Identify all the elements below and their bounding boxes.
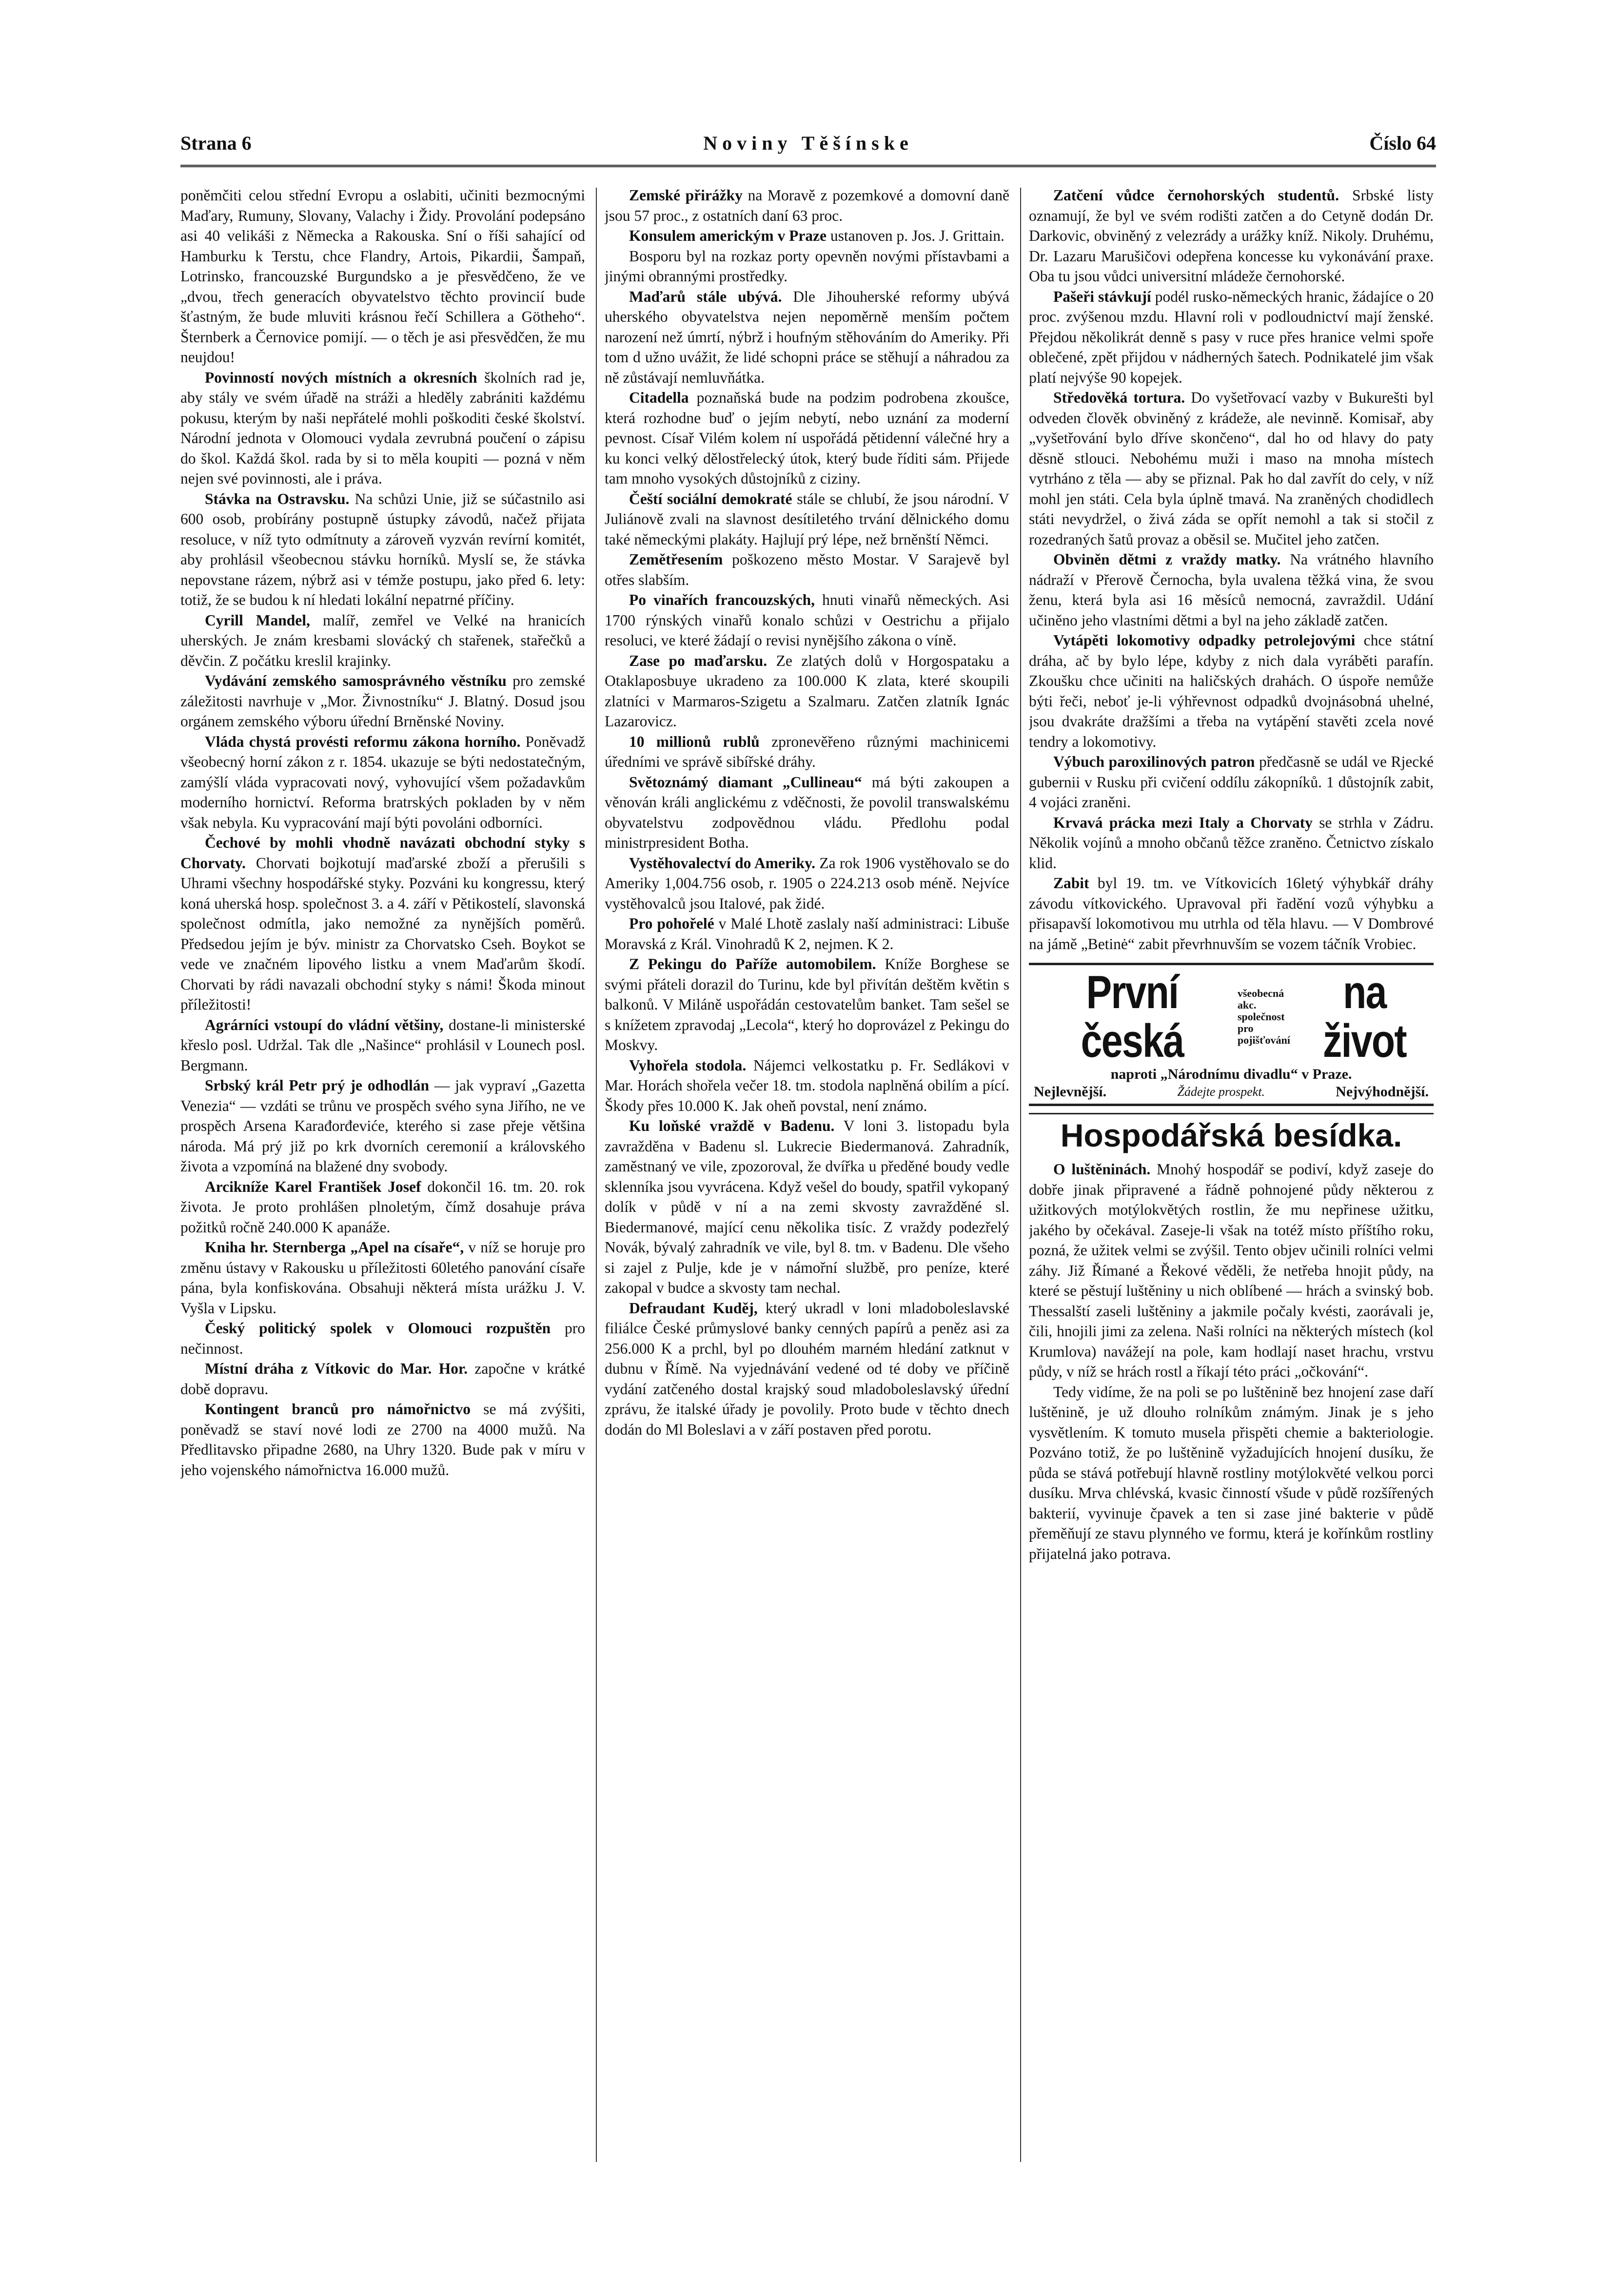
article-text: ustanoven p. Jos. J. Grittain. [827, 227, 1004, 244]
ad-prospect: Žádejte prospekt. [1177, 1085, 1265, 1099]
article-text: Bosporu byl na rozkaz porty opevněn novými přístavbami a jinými obrannými prostředky. [605, 247, 1009, 285]
article-lead: Stávka na Ostravsku. [205, 490, 350, 507]
article-text: byl 19. tm. ve Vítkovicích 16letý výhybkář dráhy závodu vítkovického. Upravoval při řadění vozů výhybku a přisapavší lokomotivou mu utrhla od těla hlavu. — V Dombrové na jámě „Betinė“ zabit převrhnuvším se vozem táčník Vrobiec. [1029, 875, 1434, 953]
article-paragraph [180, 732, 585, 833]
article-text: Do vyšetřovací vazby v Bukurešti byl odveden člověk obviněný z krádeže, ale nevinně. Komisař, aby „vyšetřování bylo dříve skončeno“, dal ho od hlavy do paty děsně stlouci. Nebohému muži i maso na mnoha místech vytrháno z těla — aby se přiznal. Pak ho dal zavřít do cely, v níž mohl jen státi. Cela byla úplně tmavá. Na zraněných chodidlech státi nevydržel, o živá záda se opřít nemohl a tak si stočil z rozedraných šatů provaz a oběsil se. Mučitel jeho zatčen. [1029, 389, 1434, 548]
ad-company-type [1238, 988, 1294, 1046]
article-paragraph [1029, 549, 1434, 630]
column-1 [180, 185, 585, 2179]
article-lead: Čechové by mohli vhodně navázati obchodní styky s Chorvaty. [180, 834, 585, 872]
article-paragraph [605, 489, 1009, 550]
article-paragraph [605, 590, 1009, 651]
article-lead: Vláda chystá provésti reformu zákona horního. [205, 733, 521, 750]
article-text: Tedy vidíme, že na poli se po luštěnině bez hnojení zase daří luštěnině, je už dlouho rolníkům známým. Jinak je s jeho vysvětlením. K tomuto musela přispěti chemie a bakteriologie. Pozváno totiž, že po luštěnině vyžadujících hnojení dusíku, že půda se stává potřebují hlavně rostliny motýlokvěté velkou porci dusíku. Mrva chlévská, kvasic činností všude v půdě rozšířených bakterií, vyvinuje čpavek a ten si zase jiné bakterie v půdě přeměňují ze stavu plynného ve formu, která je kořínkům rostliny přijatelná jako potrava. [1029, 1383, 1434, 1562]
article-paragraph [605, 388, 1009, 489]
section-title: Hospodářská besídka. [1029, 1113, 1434, 1156]
article-paragraph [605, 226, 1009, 246]
article-paragraph [605, 1116, 1009, 1298]
article-paragraph [1029, 873, 1434, 954]
article-paragraph [605, 549, 1009, 590]
article-lead: Zase po maďarsku. [629, 652, 768, 669]
article-text: Poněvadž všeobecný horní zákon z r. 1854. ukazuje se býti nedostatečným, zamýšlí vláda vypracovati nový, vyhovující všem požadavkům moderního hornictví. Reforma bratrských pokladen by v něm však nebyla. Ku vypracování mají býti povoláni odborníci. [180, 733, 585, 831]
article-lead: Ku loňské vraždě v Badenu. [629, 1117, 835, 1134]
article-text: se má zvýšiti, poněvadž se staví nové lodi ze 2700 na 4000 mužů. Na Předlitavsko připadne 2680, na Uhry 1320. Bude pak v míru v jeho vojenského námořnictva 16.000 mužů. [180, 1401, 585, 1479]
article-lead: Pašeři stávkují [1053, 288, 1151, 305]
article-lead: Vydávání zemského samosprávného věstníku [205, 672, 507, 689]
article-text: hnuti vinařů německých. Asi 1700 rýnských vinařů konalo schůzi v Oestrichu a přijalo resoluci, ve které žádají o revisi nynějšího zákona o víně. [605, 591, 1009, 649]
ad-address: naproti „Národnímu divadlu“ v Praze. [1110, 1066, 1352, 1082]
article-lead: Citadella [629, 389, 689, 406]
article-paragraph [605, 651, 1009, 732]
column-2 [605, 185, 1009, 2179]
article-lead: Zemětřesením [629, 551, 723, 568]
article-text: zpronevěřeno různými machinicemi úředními ve správě sibířské dráhy. [605, 733, 1009, 770]
article-paragraph [605, 954, 1009, 1055]
article-text: Ze zlatých dolů v Horgospataku a Otaklaposbuye ukradeno za 100.000 K zlata, které skoupili zlatníci v Marmaros-Szigetu a Szalmaru. Zatčen zlatník Ignác Lazarovicz. [605, 652, 1009, 730]
article-lead: Defraudant Kuděj, [629, 1299, 758, 1317]
article-text: předčasně se udál ve Rjecké gubernii v Rusku při cvičení oddílu zákopníků. 1 důstojník zabit, 4 vojáci zraněni. [1029, 753, 1434, 811]
article-text: započne v krátké době dopravu. [180, 1360, 585, 1398]
newspaper-title: Noviny Těšínske [703, 132, 913, 154]
article-text: V loni 3. listopadu byla zavražděna v Badenu sl. Lukrecie Biedermanová. Zahradník, zaměstnaný ve vile, zpozoroval, že dvířka u předěné boudy vedle sklenníka jsou vyvrácena. Když vešel do boudy, spatřil vykopaný dolík v půdě v ní a na zemi skvosty zavražděné sl. Biedermanové, mající cenu několika tisíc. Z vraždy podezřelý Novák, bývalý zahradník ve vile, byl 8. tm. v Badenu. Dle všeho si zajel z Pulje, kde je v námořní službě, pro peníze, které zakopal v budce a skvosty tam nechal. [605, 1117, 1009, 1296]
ad-headline-left: První česká [1081, 966, 1184, 1067]
article-paragraph [605, 1055, 1009, 1116]
article-paragraph [180, 489, 585, 610]
article-paragraph [605, 1298, 1009, 1440]
article-lead: Místní dráha z Vítkovic do Mar. Hor. [205, 1360, 468, 1377]
article-lead: Čeští sociální demokraté [629, 490, 792, 507]
ad-small-bot: pojišťování [1237, 1034, 1290, 1046]
article-lead: Zemské přirážky [629, 187, 743, 204]
article-text: stále se chlubí, že jsou národní. V Juliánově zvali na slavnost desítiletého trvání dělnického domu také německými plakáty. Hajlují prý lépe, než brněnští Němci. [605, 490, 1009, 548]
article-text: podél rusko-německých hranic, žádajíce o 20 proc. zvýšenou mzdu. Hlavní roli v podloudnictví mají ženské. Přejdou několikrát denně s pasy v ruce přes hranice velmi spoře oblečené, zpět přijdou v nádherných šatech. Podnikatelé jim však platí nejvýše 90 kopejek. [1029, 288, 1434, 386]
ad-cheapest: Nejlevnější. [1034, 1084, 1107, 1100]
article-paragraph [180, 185, 585, 368]
article-paragraph [180, 368, 585, 489]
article-text: Mnohý hospodář se podiví, když zaseje do dobře jinak připravené a řádně pohnojené půdy některou z užitkových motýlokvětých rostlin, že mu nepřinese užitku, jakého by očekával. Zaseje-li však na totéž místo příštího roku, pozná, že užitek velmi se zvýšil. Tento objev učinili rolníci velmi záhy. Již Římané a Řekové věděli, že netřeba hnojit půdy, na které se pěstují luštěniny u nich oblíbené — hrách a svinský bob. Thessalští zaseli luštěniny a jakmile počaly kvésti, zaorávali je, čili, hnojili jimi za zelena. Naši rolníci na některých místech (kol Krumlova) navážejí na pole, kam hodlají naset hrachu, vrstvu půdy, v níž se hrách rostl a říkají této práci „očkování“. [1029, 1161, 1434, 1380]
article-text: který ukradl v lonі mladoboleslavské filiálce České průmyslové banky cenných papírů a peněz asi za 256.000 K a prchl, byl po dlouhém marném hledání zatknut v dubnu v Římě. Na vyjednávání vedené od té doby ve příčině vydání zatčeného dostal krajský soud mladoboleslavský úřední zprávu, že italské úřady je povolily. Proto bude v těchto dnech dodán do Ml Boleslavi a v září postaven před porotu. [605, 1299, 1009, 1438]
issue-number: Číslo 64 [1369, 132, 1436, 154]
article-paragraph [1029, 287, 1434, 388]
article-paragraph [1029, 752, 1434, 813]
article-text: poškozeno město Mostar. V Sarajevě byl otřes slabším. [605, 551, 1009, 588]
article-lead: Maďarů stále ubývá. [629, 288, 782, 305]
article-paragraph [180, 610, 585, 671]
article-paragraph [180, 1318, 585, 1359]
article-paragraph [605, 246, 1009, 287]
article-lead: Krvavá prácka mezi Italy a Chorvaty [1053, 814, 1313, 831]
article-paragraph [180, 671, 585, 732]
column-rule [596, 188, 597, 2162]
article-lead: Český politický spolek v Olomouci rozpuštěn [205, 1320, 551, 1337]
article-lead: Zatčení vůdce černohorských studentů. [1053, 187, 1339, 204]
article-text: Kníže Borghese se svými přáteli dorazil do Turinu, kde byl přivítán deštěm květin s balkonů. V Miláně uspořádán cestovatelům banket. Tam sešel se s knížetem zpravodaj „Lecola“, který ho doprovázel z Pekingu do Moskvy. [605, 955, 1009, 1053]
article-text: malíř, zemřel ve Velké na hranicích uherských. Je znám kresbami slovácký ch stařenek, stařečků a děvčin. Z počátku kreslil krajinky. [180, 611, 585, 669]
article-lead: Světoznámý diamant „Cullineau“ [629, 773, 862, 791]
article-paragraph [180, 1237, 585, 1318]
article-text: poněmčiti celou střední Evropu a oslabiti, učiniti bezmocnými Maďary, Rumuny, Slovany, Valachy i Židy. Provolání podepsáno asi 40 velikáši z Německa a Rakouska. Sní o říši sahající od Hamburku k Terstu, chce Flandry, Artois, Pikardii, Šampaň, Lotrinsko, francouzské Burgundsko a je přesvědčeno, že ve „dvou, třech generacích obyvatelstvo těchto provincií bude šťastným, že bude mluviti krásnou řečí Schillera a Götheho“. Šternberk a Černovice pomijí. — o těch je asi přesvědčen, že mu neujdou! [180, 187, 585, 366]
article-lead: Srbský král Petr prý je odhodlán [205, 1077, 429, 1094]
article-paragraph [1029, 630, 1434, 752]
ad-best: Nejvýhodnější. [1336, 1084, 1429, 1100]
insurance-advertisement [1029, 963, 1434, 1106]
article-paragraph [1029, 813, 1434, 874]
article-paragraph [1029, 1382, 1434, 1564]
article-text: má býti zakoupen a věnován králi anglickému z vděčnosti, že povolil transwalskému obyvatelstvu zodpovědnou vládu. Předlohu podal ministrpresident Botha. [605, 773, 1009, 851]
article-text: Nájemci velkostatku p. Fr. Sedlákovi v Mar. Horách shořela večer 18. tm. stodola naplněná obilím a pící. Škody přes 10.000 K. Jak oheň povstal, není známo. [605, 1056, 1009, 1114]
article-paragraph [605, 853, 1009, 914]
article-lead: Zabit [1053, 875, 1089, 892]
article-text: dostane-li ministerské křeslo posl. Udržal. Tak dle „Našince“ prohlásil v Lounech posl. Bergmann. [180, 1016, 585, 1074]
article-lead: Konsulem americkým v Praze [629, 227, 827, 244]
article-text: v Malé Lhotě zaslaly naší administraci: Libuše Moravská z Král. Vinohradů K 2, nejmen. K 2. [605, 915, 1009, 953]
page-header [180, 132, 1436, 161]
column-3-section-articles [1029, 1159, 1434, 1564]
article-lead: 10 millionů rublů [629, 733, 760, 750]
article-text: pro zemské záležitosti navrhuje v „Mor. Živnostníku“ J. Blatný. Dosud jsou orgánem zemského výboru úřední Brněnské Noviny. [180, 672, 585, 730]
article-paragraph [605, 185, 1009, 226]
article-text: Za rok 1906 vystěhovalo se do Ameriky 1,004.756 osob, r. 1905 o 224.213 osob méně. Nejvíce vystěhovalců jsou Italové, pak židé. [605, 854, 1009, 912]
article-text: Na schůzi Unie, již se súčastnilo asi 600 osob, probírány postupně ústupky závodů, načež přijata resolucе, v níž tyto odmítnuty a zároveň vyzván revírní komitét, aby prohlásil všeobecnou stávku horníků. Myslí se, že stávka nepovstane rázem, nýbrž asi v témže postupu, jako před 6. lety: totiž, že se budou k ní hledati lokální nepatrné příčiny. [180, 490, 585, 608]
article-lead: Vytápěti lokomotivy odpadky petrolejovými [1053, 632, 1356, 649]
article-paragraph [180, 1399, 585, 1480]
article-text: Srbské listy oznamují, že byl ve svém rodišti zatčen a do Cetyně dodán Dr. Darkovic, obviněný z velezrády a urážky kníž. Nikoly. Druhému, Dr. Lazaru Marušičovi odepřena koncesse ku vykonávání praxe. Oba tu jsou vůdci universitní mládeže černohorské. [1029, 187, 1434, 285]
ad-small-top: všeobecná akc. [1237, 987, 1284, 1011]
article-lead: Středověká tortura. [1053, 389, 1185, 406]
article-lead: Kontingent branců pro námořnictvo [205, 1401, 471, 1418]
article-text: Na vrátného hlavního nádraží v Přerově Černocha, byla uvalena těžká vina, že svou ženu, která byla asi 16 měsíců nemocná, zavraždil. Udání učiněno jeho vlastními dětmi a byl na jeho základě zatčen. [1029, 551, 1434, 629]
article-lead: Vyhořela stodola. [629, 1056, 747, 1074]
article-lead: Po vinařích francouzských, [629, 591, 815, 608]
article-text: poznaňská bude na podzim podrobena zkoušce, která rozhodne buď o jejím nebytí, nebo uznání za moderní pevnost. Císař Vilém kolem ní uspořádá pětidenní válečné hry a ku konci velký dělostřelecký útok, který bude říditi sám. Přijede tam mnoho vysokých důstojníků z ciziny. [605, 389, 1009, 487]
article-lead: O luštěninách. [1053, 1161, 1151, 1178]
article-text: školních rad je, aby stály ve svém úřadě na stráži a hleděly zabrániti každému pokusu, kterým by naši nepřátelé mohli poškoditi české školství. Národní jednota v Olomouci vydala zevrubná poučení o zápisu do škol. Každá škol. rada by si to měla koupiti — pozná v něm nejen své povinnosti, ale i práva. [180, 369, 585, 487]
article-text: dokončil 16. tm. 20. rok života. Je proto prohlášen plnoletým, čímž dosahuje práva požitků ročně 240.000 K apanáže. [180, 1178, 585, 1236]
column-rule [1020, 188, 1021, 2162]
article-paragraph [605, 287, 1009, 388]
article-paragraph [180, 1177, 585, 1238]
article-lead: Obviněn dětmi z vraždy matky. [1053, 551, 1281, 568]
article-paragraph [180, 1075, 585, 1177]
article-paragraph [605, 732, 1009, 772]
article-paragraph [180, 1015, 585, 1076]
article-lead: Pro pohořelé [629, 915, 714, 932]
article-text: v níž se horuje pro změnu ústavy v Rakousku u příležitosti 60letého panování císaře pána, byla konfiskována. Obsahuji některá místa urážku J. V. Vyšla v Lipsku. [180, 1239, 585, 1317]
article-paragraph [1029, 185, 1434, 287]
article-lead: Agrárníci vstoupí do vládní většiny, [205, 1016, 444, 1033]
article-paragraph [605, 914, 1009, 954]
column-3 [1029, 185, 1434, 2179]
article-paragraph [180, 1359, 585, 1399]
page-number: Strana 6 [180, 132, 252, 154]
ad-small-mid: společnost pro [1237, 1011, 1285, 1034]
header-rule [180, 165, 1436, 167]
article-text: chce státní dráha, ač by bylo lépe, kdyby z nich dala vyráběti parafín. Zkoušku chce učiniti na haličských drahách. O úspoře nemůže býti řeči, neboť je-li výhřevnost odpadků dvojnásobná uhelné, jsou dvakráte dražšími a třeba na vytápění stavěti zcela nové tendry a lokomotivy. [1029, 632, 1434, 750]
article-lead: Povinností nových místních a okresních [205, 369, 477, 386]
column-3-articles [1029, 185, 1434, 954]
article-text: na Moravě z pozemkové a domovní daně jsou 57 proc., z ostatních daní 63 proc. [605, 187, 1009, 224]
article-lead: Arcikníže Karel František Josef [205, 1178, 421, 1195]
article-text: Dle Jihouherské reformy ubývá uherského obyvatelstva nejen nepoměrně menším počtem narození než úmrtí, nýbrž i houfným stěhováním do Ameriky. Při tom d užno uvážit, že lidé schopni práce se stěhují a náhradou za ně zůstávají nemluvňátka. [605, 288, 1009, 386]
article-lead: Výbuch paroxilinových patron [1053, 753, 1255, 770]
article-paragraph [1029, 388, 1434, 549]
article-paragraph [180, 833, 585, 1015]
ad-headline-right: na život [1323, 966, 1407, 1067]
article-text: — jak vypraví „Gazetta Venezia“ — vzdáti se trůnu ve prospěch svého syna Jiřího, ne ve prospěch Arsena Karađorđeviće, kterého si zase přeje většina národa. Má prý již po krk dvorních ceremonií a královského života a vzpomíná na blažené dny svobody. [180, 1077, 585, 1175]
article-paragraph [605, 772, 1009, 853]
article-lead: Kniha hr. Sternberga „Apel na císaře“, [205, 1239, 464, 1256]
article-text: pro nečinnost. [180, 1320, 585, 1357]
article-text: se strhla v Zádru. Několik vojínů a mnoho občanů těžce zraněno. Četnictvo získalo klid. [1029, 814, 1434, 872]
article-lead: Vystěhovalectví do Ameriky. [629, 854, 816, 872]
article-lead: Z Pekingu do Paříže automobilem. [629, 955, 876, 973]
article-lead: Cyrill Mandel, [205, 611, 310, 629]
article-text: Chorvati bojkotují maďarské zboží a přerušili s Uhrami všechny hospodářské styky. Pozváni ku kongressu, který koná uherská hosp. společnost 3. a 4. září v Pětikostelí, slavonská společnost odmítla, jako nemožné za nynějších poměrů. Předsedou jejím je býv. ministr za Chorvatsko Cseh. Boykot se vede ve značném lipového listku a vnem Maďarům škodí. Chorvati by rádi navazali obchodní styky s námi! Škoda minout příležitosti! [180, 854, 585, 1013]
article-paragraph [1029, 1159, 1434, 1382]
